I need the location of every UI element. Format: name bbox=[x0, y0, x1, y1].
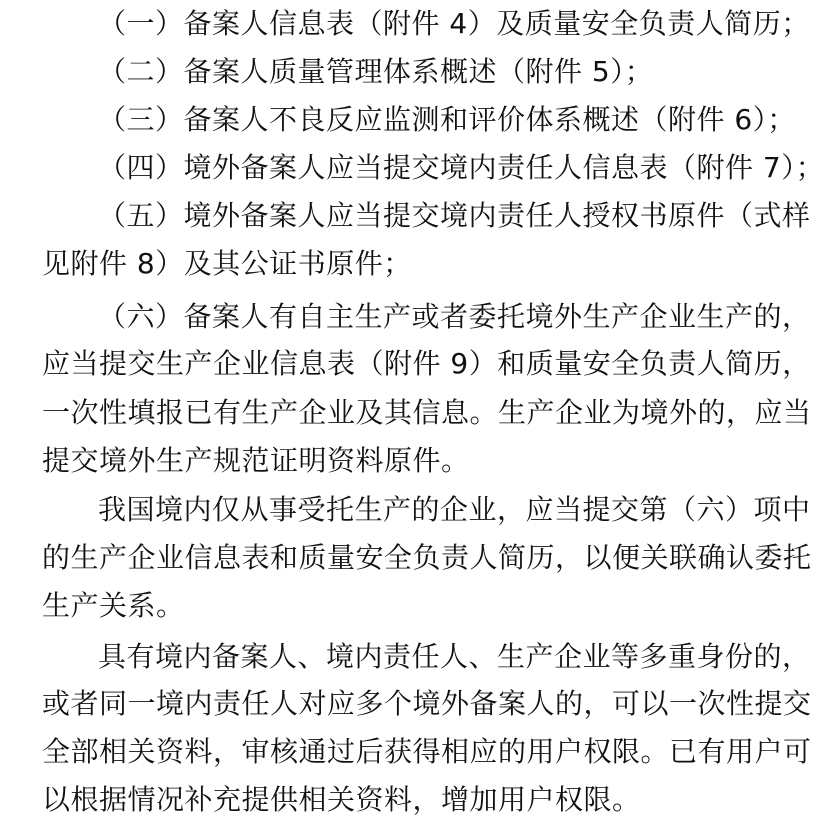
item-6-line-3: 一次性填报已有生产企业及其信息。生产企业为境外的，应当 bbox=[42, 396, 812, 429]
paragraph-3-line-1: 具有境内备案人、境内责任人、生产企业等多重身份的， bbox=[98, 640, 811, 673]
item-4-line: （四）境外备案人应当提交境内责任人信息表（附件 7）； bbox=[98, 151, 825, 184]
item-6-line-2: 应当提交生产企业信息表（附件 9）和质量安全负责人简历， bbox=[42, 347, 811, 380]
item-5-line-2: 见附件 8）及其公证书原件； bbox=[42, 247, 412, 280]
item-3-line: （三）备案人不良反应监测和评价体系概述（附件 6）； bbox=[98, 103, 796, 136]
paragraph-2-line-1: 我国境内仅从事受托生产的企业，应当提交第（六）项中 bbox=[98, 493, 811, 526]
paragraph-2-line-3: 生产关系。 bbox=[42, 589, 185, 622]
item-5-line-1: （五）境外备案人应当提交境内责任人授权书原件（式样 bbox=[98, 199, 811, 232]
paragraph-3-line-2: 或者同一境内责任人对应多个境外备案人的，可以一次性提交 bbox=[42, 687, 812, 720]
paragraph-3-line-3: 全部相关资料，审核通过后获得相应的用户权限。已有用户可 bbox=[42, 735, 812, 768]
item-2-line: （二）备案人质量管理体系概述（附件 5）； bbox=[98, 55, 654, 88]
item-1-line: （一）备案人信息表（附件 4）及质量安全负责人简历； bbox=[98, 7, 810, 40]
item-6-line-4: 提交境外生产规范证明资料原件。 bbox=[42, 444, 470, 477]
item-6-line-1: （六）备案人有自主生产或者委托境外生产企业生产的， bbox=[98, 300, 811, 333]
paragraph-2-line-2: 的生产企业信息表和质量安全负责人简历，以便关联确认委托 bbox=[42, 541, 812, 574]
paragraph-3-line-4: 以根据情况补充提供相关资料，增加用户权限。 bbox=[42, 783, 641, 816]
